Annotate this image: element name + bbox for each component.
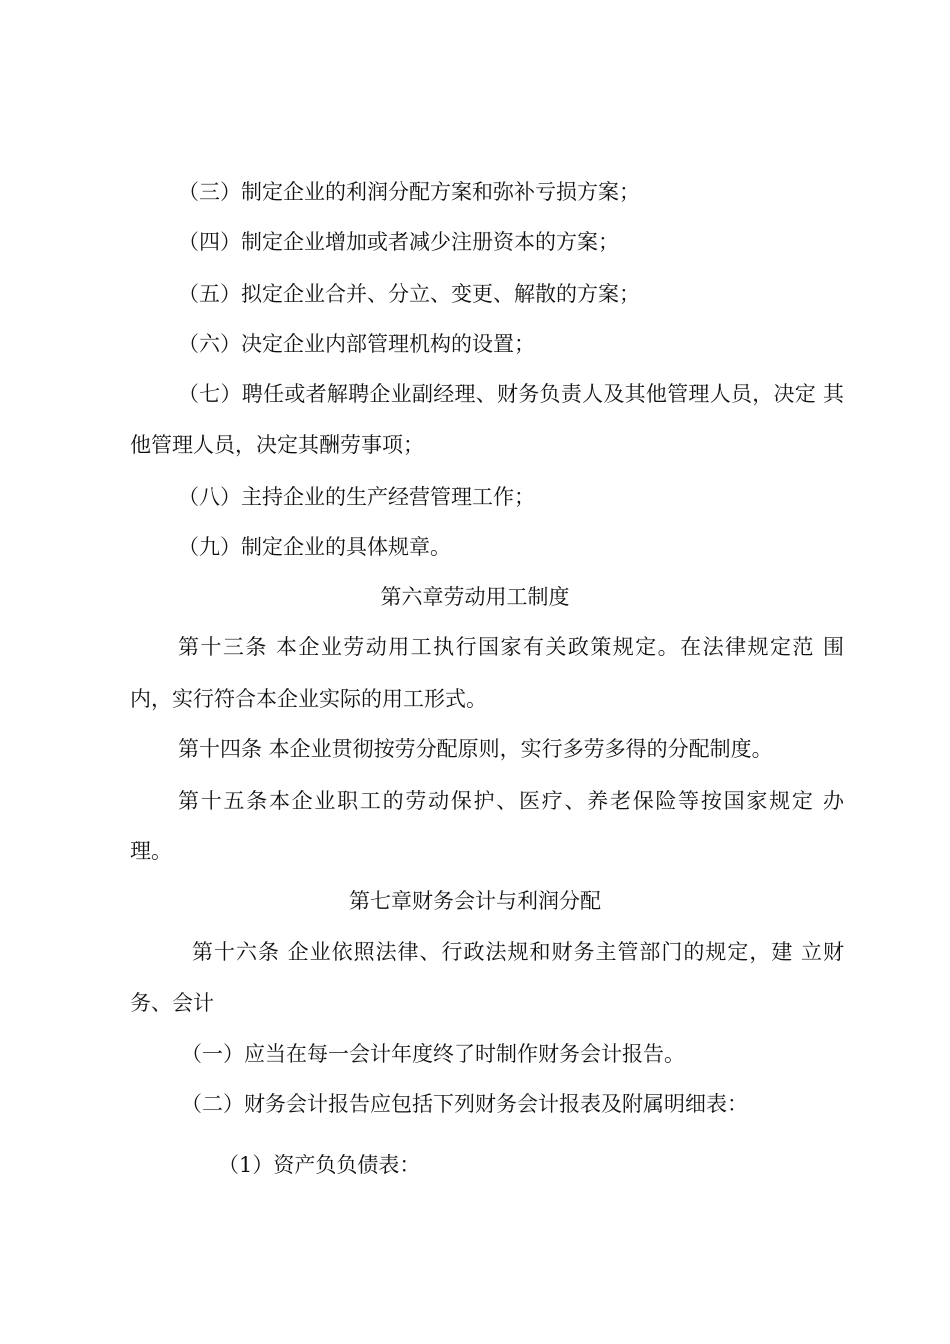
paragraph-item-9: （九）制定企业的具体规章。 (178, 535, 451, 559)
paragraph-item-6: （六）决定企业内部管理机构的设置； (178, 332, 535, 356)
chapter-7-heading: 第七章财务会计与利润分配 (349, 889, 601, 913)
article-16-line1: 第十六条 企业依照法律、行政法规和财务主管部门的规定，建 立财 (192, 940, 844, 964)
article-13-line2: 内，实行符合本企业实际的用工形式。 (130, 687, 487, 711)
paragraph-item-7-line1: （七）聘任或者解聘企业副经理、财务负责人及其他管理人员，决定 其 (178, 382, 844, 406)
article-15-line1: 第十五条本企业职工的劳动保护、医疗、养老保险等按国家规定 办 (178, 789, 844, 813)
article-13-line1: 第十三条 本企业劳动用工执行国家有关政策规定。在法律规定范 围 (178, 635, 844, 659)
article-16-line2: 务、会计 (130, 991, 214, 1015)
paragraph-item-5: （五）拟定企业合并、分立、变更、解散的方案； (178, 282, 640, 306)
article-14: 第十四条 本企业贯彻按劳分配原则，实行多劳多得的分配制度。 (178, 737, 773, 761)
sub-item-1: （一）应当在每一会计年度终了时制作财务会计报告。 (181, 1042, 685, 1066)
chapter-6-heading: 第六章劳动用工制度 (380, 585, 570, 609)
paragraph-item-3: （三）制定企业的利润分配方案和弥补亏损方案； (178, 180, 640, 204)
paragraph-item-4: （四）制定企业增加或者减少注册资本的方案； (178, 230, 619, 254)
sub-item-2: （二）财务会计报告应包括下列财务会计报表及附属明细表： (181, 1092, 748, 1116)
paragraph-item-7-line2: 他管理人员，决定其酬劳事项； (130, 433, 424, 457)
article-15-line2: 理。 (130, 839, 172, 863)
sub-sub-item-1: （1）资产负负债表： (218, 1153, 421, 1177)
paragraph-item-8: （八）主持企业的生产经营管理工作； (178, 485, 535, 509)
